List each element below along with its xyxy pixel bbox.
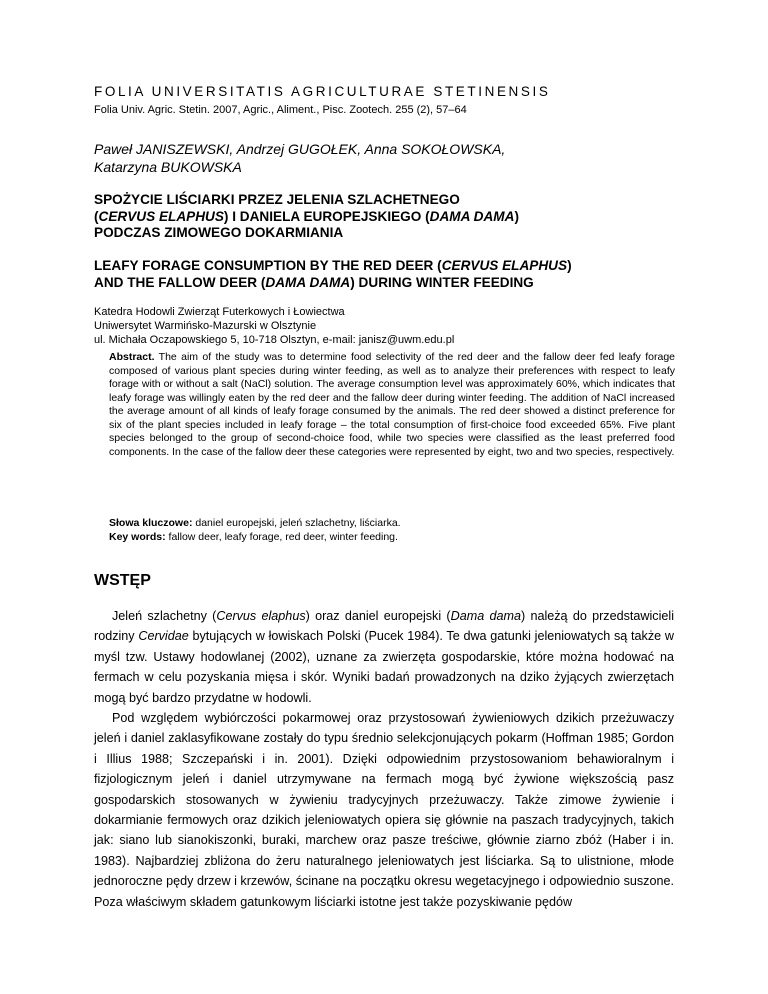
- affiliation-department: Katedra Hodowli Zwierząt Futerkowych i Łowiectwa: [94, 306, 345, 318]
- title-english: [94, 258, 684, 291]
- section-body: [94, 606, 674, 912]
- title-pl-line-1: SPOŻYCIE LIŚCIARKI PRZEZ JELENIA SZLACHETNEGO: [94, 192, 460, 207]
- title-en-line-1: LEAFY FORAGE CONSUMPTION BY THE RED DEER (CERVUS ELAPHUS): [94, 258, 572, 273]
- keywords: [109, 517, 675, 544]
- species-name: CERVUS ELAPHUS: [441, 258, 568, 273]
- journal-title: FOLIA UNIVERSITATIS AGRICULTURAE STETINENSIS: [94, 84, 551, 99]
- title-en-line-2: AND THE FALLOW DEER (DAMA DAMA) DURING WINTER FEEDING: [94, 274, 534, 290]
- authors-line-2: Katarzyna BUKOWSKA: [94, 159, 242, 175]
- title-pl-line-3: PODCZAS ZIMOWEGO DOKARMIANIA: [94, 225, 344, 240]
- abstract-label: Abstract.: [109, 351, 155, 363]
- affiliation: [94, 306, 654, 347]
- section-heading: WSTĘP: [94, 572, 151, 589]
- abstract-text: The aim of the study was to determine food selectivity of the red deer and the fallow deer fed leafy forage composed of various plant species during winter feeding, as well as to analyze their preferences with respect to leafy forage with or without a salt (NaCl) solution. The average consumption level was approximately 60%, which indicates that leafy forage was willingly eaten by the red deer and the fallow deer during winter feeding. The addition of NaCl increased the average amount of all kinds of leafy forage consumed by the animals. The red deer showed a distinct preference for six of the plant species included in leafy forage – the total consumption of first-choice food exceeded 65%. Five plant species belonged to the group of second-choice food, while two species were classified as the least preferred food components. In the case of the fallow deer these categories were represented by eight, two and two species, respectively.: [109, 351, 675, 458]
- species-name: CERVUS ELAPHUS: [98, 208, 224, 224]
- species-name: DAMA DAMA: [265, 274, 351, 290]
- affiliation-university: Uniwersytet Warmińsko-Mazurski w Olsztynie: [94, 319, 317, 332]
- keywords-english: Key words: fallow deer, leafy forage, red deer, winter feeding.: [109, 530, 398, 543]
- abstract: [109, 351, 675, 459]
- paragraph: Pod względem wybiórczości pokarmowej oraz przystosowań żywieniowych dzikich przeżuwaczy jeleń i daniel zaklasyfikowane zostały do typu średnio selekcjonujących pokarm (Hoffman 1985; Gordon i Illius 1988; Szczepański i in. 2001). Dzięki odpowiednim przystosowaniom behawioralnym i fizjologicznym jeleń i daniel utrzymywane na fermach mogą być żywione większością pasz gospodarskich stosowanych w żywieniu tradycyjnych przeżuwaczy. Także zimowe żywienie i dokarmianie fermowych oraz dzikich jeleniowatych opiera się głównie na paszach tradycyjnych, takich jak: siano lub sianokiszonki, buraki, marchew oraz pasze treściwe, głównie ziarno zbóż (Haber i in. 1983). Najbardziej zbliżona do żeru naturalnego jeleniowatych jest liściarka. Są to ulistnione, młode jednoroczne pędy drzew i krzewów, ścinane na początku okresu wegetacyjnego i odpowiednio suszone. Poza właściwym składem gatunkowym liściarki istotne jest także pozyskiwanie pędów: [94, 711, 674, 909]
- affiliation-address: ul. Michała Oczapowskiego 5, 10-718 Olsztyn, e-mail: janisz@uwm.edu.pl: [94, 333, 455, 346]
- title-pl-line-2: (CERVUS ELAPHUS) I DANIELA EUROPEJSKIEGO (DAMA DAMA): [94, 208, 519, 224]
- author-list: [94, 140, 614, 176]
- keywords-polish: Słowa kluczowe: daniel europejski, jeleń szlachetny, liściarka.: [109, 517, 401, 529]
- species-name: DAMA DAMA: [429, 208, 515, 224]
- paragraph: Jeleń szlachetny (Cervus elaphus) oraz daniel europejski (Dama dama) należą do przedstawicieli rodziny Cervidae bytujących w łowiskach Polski (Pucek 1984). Te dwa gatunki jeleniowatych są także w myśl tzw. Ustawy hodowlanej (2002), uznane za zwierzęta gospodarskie, które można hodować na fermach w celu pozyskania mięsa i skór. Wyniki badań prowadzonych na dziko żyjących zwierzętach mogą być bardzo przydatne w hodowli.: [94, 609, 674, 705]
- title-polish: [94, 192, 684, 242]
- citation-line: Folia Univ. Agric. Stetin. 2007, Agric., Aliment., Pisc. Zootech. 255 (2), 57–64: [94, 104, 467, 116]
- authors-line-1: Paweł JANISZEWSKI, Andrzej GUGOŁEK, Anna SOKOŁOWSKA,: [94, 141, 506, 157]
